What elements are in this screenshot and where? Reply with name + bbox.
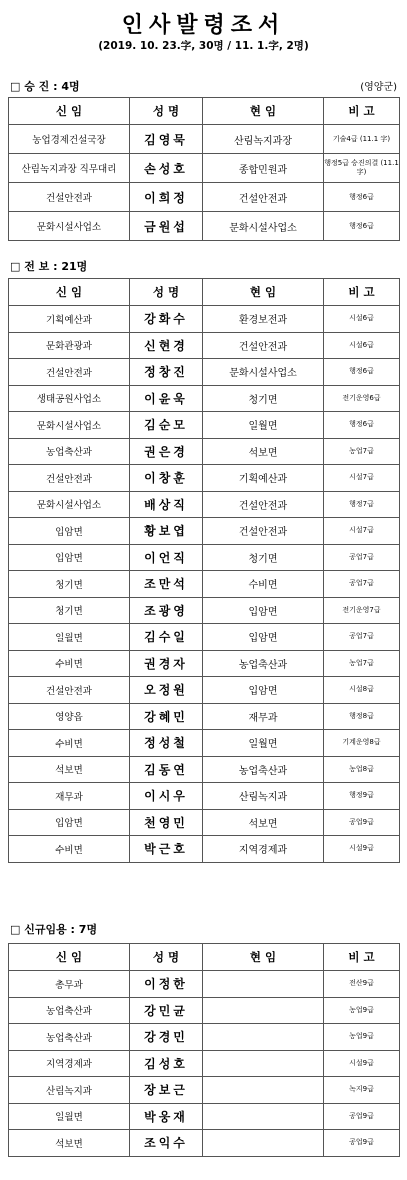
- table-row: [9, 624, 400, 651]
- current-position-cell: [203, 1103, 324, 1130]
- new-position-cell: 청기면: [9, 571, 130, 598]
- current-position-cell: 입암면: [203, 677, 324, 704]
- name-cell: 이언직: [130, 544, 203, 571]
- current-position-cell: 청기면: [203, 544, 324, 571]
- current-position-cell: 일월면: [203, 412, 324, 439]
- new-position-cell: 문화시설사업소: [9, 491, 130, 518]
- note-cell: 행정6급: [324, 412, 400, 439]
- name-cell: 김순모: [130, 412, 203, 439]
- name-cell: 권은경: [130, 438, 203, 465]
- table-header-row: [9, 944, 400, 971]
- table-row: [9, 1130, 400, 1157]
- section-promotion-label: □ 승 진 : 4명: [10, 80, 80, 93]
- new-position-cell: 입암면: [9, 518, 130, 545]
- header-current-position: 현 임: [203, 279, 324, 306]
- table-row: [9, 212, 400, 241]
- new-position-cell: 수비면: [9, 730, 130, 757]
- current-position-cell: 재무과: [203, 703, 324, 730]
- new-position-cell: 영양읍: [9, 703, 130, 730]
- name-cell: 황보엽: [130, 518, 203, 545]
- note-cell: 공업9급: [324, 809, 400, 836]
- note-cell: 행정7급: [324, 491, 400, 518]
- table-row: [9, 1103, 400, 1130]
- new-position-cell: 농업경제건설국장: [9, 125, 130, 154]
- current-position-cell: 환경보전과: [203, 306, 324, 333]
- table-row: [9, 438, 400, 465]
- current-position-cell: [203, 1077, 324, 1104]
- table-row: [9, 1050, 400, 1077]
- transfer-table: [8, 278, 400, 863]
- current-position-cell: [203, 1130, 324, 1157]
- current-position-cell: 일월면: [203, 730, 324, 757]
- name-cell: 강경민: [130, 1024, 203, 1051]
- note-cell: 공업9급: [324, 1103, 400, 1130]
- table-row: [9, 783, 400, 810]
- table-row: [9, 1077, 400, 1104]
- new-position-cell: 지역경제과: [9, 1050, 130, 1077]
- name-cell: 손성호: [130, 154, 203, 183]
- header-name: 성 명: [130, 98, 203, 125]
- current-position-cell: 석보면: [203, 438, 324, 465]
- note-cell: 행정6급: [324, 359, 400, 386]
- table-row: [9, 756, 400, 783]
- note-cell: 농업7급: [324, 438, 400, 465]
- header-new-position: 신 임: [9, 944, 130, 971]
- current-position-cell: 기획예산과: [203, 465, 324, 492]
- table-row: [9, 703, 400, 730]
- note-cell: 행정8급: [324, 703, 400, 730]
- header-new-position: 신 임: [9, 279, 130, 306]
- table-row: [9, 971, 400, 998]
- new-position-cell: 일월면: [9, 624, 130, 651]
- name-cell: 정창진: [130, 359, 203, 386]
- new-position-cell: 재무과: [9, 783, 130, 810]
- table-header-row: [9, 98, 400, 125]
- table-row: [9, 491, 400, 518]
- name-cell: 이희정: [130, 183, 203, 212]
- table-row: [9, 183, 400, 212]
- name-cell: 정성철: [130, 730, 203, 757]
- note-cell: 시설7급: [324, 465, 400, 492]
- note-cell: 시설8급: [324, 677, 400, 704]
- name-cell: 조만석: [130, 571, 203, 598]
- current-position-cell: 산림녹지과장: [203, 125, 324, 154]
- new-position-cell: 석보면: [9, 756, 130, 783]
- table-row: [9, 385, 400, 412]
- name-cell: 박웅재: [130, 1103, 203, 1130]
- table-row: [9, 412, 400, 439]
- current-position-cell: [203, 971, 324, 998]
- note-cell: 시설6급: [324, 332, 400, 359]
- note-cell: 행정5급 승진의결 (11.1 字): [324, 154, 400, 183]
- header-note: 비 고: [324, 944, 400, 971]
- section-transfer-label: □ 전 보 : 21명: [10, 260, 88, 273]
- table-row: [9, 154, 400, 183]
- new-position-cell: 산림녹지과: [9, 1077, 130, 1104]
- new-position-cell: 건설안전과: [9, 359, 130, 386]
- new-position-cell: 입암면: [9, 809, 130, 836]
- note-cell: 전산9급: [324, 971, 400, 998]
- page-title: 인사발령조서: [121, 13, 286, 38]
- current-position-cell: [203, 1024, 324, 1051]
- name-cell: 장보근: [130, 1077, 203, 1104]
- note-cell: 시설7급: [324, 518, 400, 545]
- table-row: [9, 359, 400, 386]
- new-position-cell: 농업축산과: [9, 997, 130, 1024]
- current-position-cell: 건설안전과: [203, 183, 324, 212]
- new-position-cell: 건설안전과: [9, 183, 130, 212]
- table-row: [9, 306, 400, 333]
- name-cell: 이윤욱: [130, 385, 203, 412]
- note-cell: 전기운영7급: [324, 597, 400, 624]
- header-new-position: 신 임: [9, 98, 130, 125]
- new-position-cell: 건설안전과: [9, 465, 130, 492]
- name-cell: 오정원: [130, 677, 203, 704]
- note-cell: 시설9급: [324, 1050, 400, 1077]
- name-cell: 조익수: [130, 1130, 203, 1157]
- name-cell: 배상직: [130, 491, 203, 518]
- note-cell: 농업9급: [324, 997, 400, 1024]
- name-cell: 신현경: [130, 332, 203, 359]
- note-cell: 농업9급: [324, 1024, 400, 1051]
- note-cell: 공업7급: [324, 571, 400, 598]
- name-cell: 천영민: [130, 809, 203, 836]
- table-row: [9, 544, 400, 571]
- new-position-cell: 문화시설사업소: [9, 212, 130, 241]
- page-subtitle: (2019. 10. 23.字, 30명 / 11. 1.字, 2명): [98, 40, 309, 52]
- new-position-cell: 생태공원사업소: [9, 385, 130, 412]
- new-position-cell: 총무과: [9, 971, 130, 998]
- new-position-cell: 입암면: [9, 544, 130, 571]
- current-position-cell: 입암면: [203, 624, 324, 651]
- section-new-hire-label: □ 신규임용 : 7명: [10, 923, 98, 936]
- current-position-cell: [203, 1050, 324, 1077]
- table-row: [9, 571, 400, 598]
- header-current-position: 현 임: [203, 98, 324, 125]
- header-note: 비 고: [324, 98, 400, 125]
- note-cell: 시설9급: [324, 836, 400, 863]
- note-cell: 공업7급: [324, 544, 400, 571]
- table-header-row: [9, 279, 400, 306]
- current-position-cell: 건설안전과: [203, 491, 324, 518]
- current-position-cell: 청기면: [203, 385, 324, 412]
- note-cell: 농업7급: [324, 650, 400, 677]
- current-position-cell: 수비면: [203, 571, 324, 598]
- header-current-position: 현 임: [203, 944, 324, 971]
- name-cell: 강민균: [130, 997, 203, 1024]
- new-position-cell: 건설안전과: [9, 677, 130, 704]
- table-row: [9, 836, 400, 863]
- current-position-cell: 건설안전과: [203, 518, 324, 545]
- current-position-cell: 지역경제과: [203, 836, 324, 863]
- header-note: 비 고: [324, 279, 400, 306]
- note-cell: 행정9급: [324, 783, 400, 810]
- current-position-cell: [203, 997, 324, 1024]
- name-cell: 이창훈: [130, 465, 203, 492]
- table-row: [9, 809, 400, 836]
- note-cell: 녹지9급: [324, 1077, 400, 1104]
- new-position-cell: 산림녹지과장 직무대리: [9, 154, 130, 183]
- table-row: [9, 677, 400, 704]
- current-position-cell: 농업축산과: [203, 756, 324, 783]
- header-name: 성 명: [130, 944, 203, 971]
- new-position-cell: 기획예산과: [9, 306, 130, 333]
- name-cell: 금원섭: [130, 212, 203, 241]
- current-position-cell: 문화시설사업소: [203, 212, 324, 241]
- note-cell: 공업7급: [324, 624, 400, 651]
- note-cell: 행정6급: [324, 183, 400, 212]
- note-cell: 전기운영6급: [324, 385, 400, 412]
- new-position-cell: 석보면: [9, 1130, 130, 1157]
- new-position-cell: 농업축산과: [9, 1024, 130, 1051]
- current-position-cell: 건설안전과: [203, 332, 324, 359]
- name-cell: 강화수: [130, 306, 203, 333]
- name-cell: 김수일: [130, 624, 203, 651]
- new-hire-table: [8, 943, 400, 1157]
- note-cell: 기술4급 (11.1 字): [324, 125, 400, 154]
- note-cell: 시설6급: [324, 306, 400, 333]
- table-row: [9, 597, 400, 624]
- note-cell: 농업8급: [324, 756, 400, 783]
- name-cell: 권경자: [130, 650, 203, 677]
- current-position-cell: 문화시설사업소: [203, 359, 324, 386]
- table-row: [9, 125, 400, 154]
- current-position-cell: 종합민원과: [203, 154, 324, 183]
- table-row: [9, 518, 400, 545]
- current-position-cell: 석보면: [203, 809, 324, 836]
- name-cell: 박근호: [130, 836, 203, 863]
- current-position-cell: 산림녹지과: [203, 783, 324, 810]
- current-position-cell: 농업축산과: [203, 650, 324, 677]
- new-position-cell: 일월면: [9, 1103, 130, 1130]
- new-position-cell: 수비면: [9, 650, 130, 677]
- name-cell: 김동연: [130, 756, 203, 783]
- name-cell: 조광영: [130, 597, 203, 624]
- new-position-cell: 문화시설사업소: [9, 412, 130, 439]
- current-position-cell: 입암면: [203, 597, 324, 624]
- table-row: [9, 1024, 400, 1051]
- organization-label: (영양군): [360, 82, 397, 93]
- header-name: 성 명: [130, 279, 203, 306]
- table-row: [9, 465, 400, 492]
- name-cell: 이정한: [130, 971, 203, 998]
- promotion-table: [8, 97, 400, 241]
- new-position-cell: 문화관광과: [9, 332, 130, 359]
- name-cell: 강혜민: [130, 703, 203, 730]
- table-row: [9, 650, 400, 677]
- new-position-cell: 수비면: [9, 836, 130, 863]
- name-cell: 김영묵: [130, 125, 203, 154]
- new-position-cell: 청기면: [9, 597, 130, 624]
- table-row: [9, 997, 400, 1024]
- table-row: [9, 332, 400, 359]
- name-cell: 이시우: [130, 783, 203, 810]
- new-position-cell: 농업축산과: [9, 438, 130, 465]
- name-cell: 김성호: [130, 1050, 203, 1077]
- note-cell: 공업9급: [324, 1130, 400, 1157]
- table-row: [9, 730, 400, 757]
- note-cell: 행정6급: [324, 212, 400, 241]
- note-cell: 기계운영8급: [324, 730, 400, 757]
